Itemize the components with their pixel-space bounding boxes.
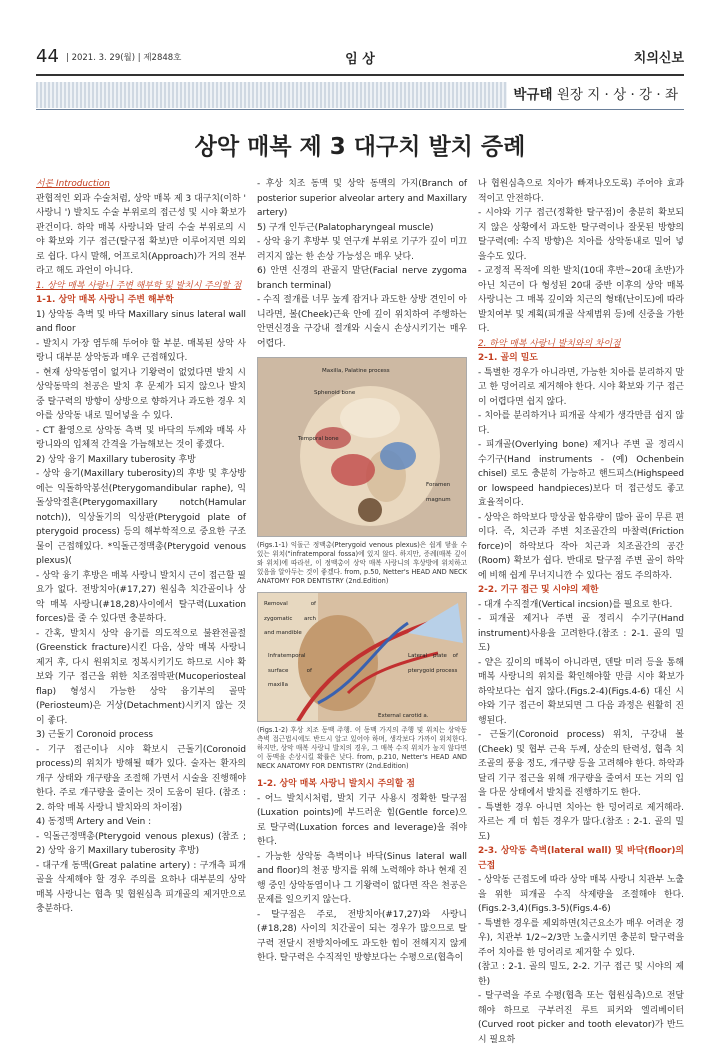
paragraph: - 특별한 경우가 아니라면, 가능한 치아를 분리하지 말고 한 덩어리로 제거해야 한다. 시야 확보와 기구 접근이 어렵다면 쉽지 않다. — [478, 367, 684, 407]
page-header — [36, 46, 684, 72]
paragraph: 나 협원심측으로 치아가 빠져나오도록) 주어야 효과적이고 안전하다. — [478, 179, 684, 204]
article-title: 상악 매복 제 3 대구치 발치 증례 — [194, 134, 526, 160]
figure-maxilla-artery — [257, 592, 467, 722]
paragraph: - 상악 융기 후방부 및 연구개 부위로 기구가 깊이 미끄러지지 않는 한 손상 가능성은 매우 낮다. — [257, 237, 467, 262]
figure1-label: Temporal bone — [298, 436, 339, 442]
figure1-label: Foramen magnum — [426, 482, 451, 503]
page-number: 44 — [36, 46, 59, 67]
paragraph: - 상악 융기(Maxillary tuberosity)의 후방 및 후상방에는 익돌하악봉선(Pterygomandibular raphe), 익돌상악절흔(Pterygomaxillary notch(Hamular notch)), 익상돌기의 익상판(Pterygoid plate of pterygoid process) 등의 해부학적으로 중요한 구조물이 근접해있다. *익돌근정맥총(Pterygoid venous plexus)( — [36, 469, 246, 566]
paragraph: - 탈구력을 주로 수평(협측 또는 협원심측)으로 전달해야 하므로 구부러진 루트 피커와 엘리베이터(Curved root picker and tooth elevator)가 반드시 필요하 — [478, 991, 684, 1045]
newspaper-name: 치의신보 — [633, 51, 684, 66]
author-role: 원장 — [556, 87, 583, 103]
paragraph: - 대개 수직절개(Vertical incsion)를 필요로 한다. — [478, 599, 673, 610]
paragraph: 4) 동정맥 Artery and Vein : — [36, 817, 152, 827]
paragraph: - 기구 접근이나 시야 확보시 근돌기(Coronoid process)의 위치가 방해될 때가 있다. 술자는 환자의 개구 상태와 개구량을 조절해 가면서 시술을 진행해야 한다. 주로 개구량을 줄이는 것이 도움이 된다. (참조 : 2. 하악 매복 사랑니 발치와의 차이점) — [36, 744, 246, 813]
figure2-label: Removal of zygomatic arch and mandible — [264, 601, 316, 636]
paragraph: - 시야와 기구 접근(정확한 탈구점)이 충분히 확보되지 않은 상황에서 과도한 탈구력이나 잘못된 방향의 탈구력(예: 수직 방향)은 치아를 상악동내로 밀어 넣을수도 있다. — [478, 208, 684, 262]
section-heading: 2-1. 골의 밀도 — [478, 353, 538, 363]
figure-skull-base — [257, 357, 467, 537]
figure2-label: Lateral plate of pterygoid process — [408, 653, 458, 674]
column-3 — [478, 177, 684, 1047]
column-2-bottom — [257, 777, 467, 966]
skull-base-illustration — [258, 358, 467, 536]
paragraph: - 교정적 목적에 의한 발치(10대 후반~20대 초반)가 아닌 치근이 다 형성된 20대 중반 이후의 상악 매복 사랑니는 그 매복 깊이와 치근의 형태(난이도)에 따라 발치여부 및 계획(피개골 삭제범위 등)에 신중을 가한다. — [478, 266, 684, 334]
figure1-label: Maxilla, Palatine process — [322, 368, 390, 374]
section-name: 임 상 — [345, 52, 375, 67]
paragraph: - 수직 절개를 너무 높게 잡거나 과도한 상방 견인이 아니라면, 볼(Cheek)근육 안에 깊이 위치하여 주행하는 안면신경을 구강내 절개와 시술시 손상시키기는 매우 어렵다. — [257, 295, 467, 349]
paragraph: - 후상 치조 동맥 및 상악 동맥의 가지(Branch of posterior superior alveolar artery and Maxillary artery) — [257, 179, 467, 218]
banner-rule — [36, 109, 684, 110]
section-heading: 2. 하악 매복 사랑니 발치와의 차이점 — [478, 338, 621, 349]
paragraph: - 치아를 분리하거나 피개골 삭제가 생각만큼 쉽지 않다. — [478, 411, 684, 436]
paragraph: 6) 안면 신경의 관골지 말단(Facial nerve zygoma branch terminal) — [257, 266, 467, 291]
paragraph: - 근돌기(Coronoid process) 위치, 구강내 볼(Cheek) 및 협부 근육 두께, 상순의 탄력성, 협측 치조골의 풍융 정도, 개구량 등을 고려해야 한다. 하악과 달리 기구 접근을 위해 개구량을 줄여서 또는 거의 입을 다문 상태에서 발치를 진행하기도 한다. — [478, 730, 684, 798]
issue-info: | 2021. 3. 29(월) | 제2848호 — [66, 53, 182, 63]
paragraph: 3) 근돌기 Coronoid process — [36, 730, 154, 740]
paragraph: - 탈구점은 주로, 전방치아(#17,27)와 사랑니(#18,28) 사이의 치간골이 되는 경우가 많으므로 탈구력 전달시 전방치아에도 과도한 힘이 전해지지 않게 한다. 탈구력은 수직적인 방향보다는 수평으로(협측이 — [257, 909, 467, 963]
section-heading: 2-2. 기구 접근 및 시야의 제한 — [478, 585, 599, 595]
paragraph: - 현재 상악동염이 없거나 기왕력이 없었다면 발치 시 상악동막의 천공은 발치 후 문제가 되지 않으나 발치 중 탈구력의 방향이 상방으로 향하거나 과도한 경우 치아를 상악동 내로 밀어넣을 수 있다. — [36, 367, 246, 421]
paragraph: - 특별한 경우 아니면 치아는 한 덩어리로 제거해라. 자르는 게 더 힘든 경우가 많다.(참조 : 2-1. 골의 밀도) — [478, 802, 684, 842]
paragraph: - 발치시 가장 염두해 두어야 할 부분. 매복된 상악 사랑니 대부분 상악동과 매우 근접해있다. — [36, 338, 246, 363]
section-heading: 1-2. 상악 매복 사랑니 발치시 주의할 점 — [257, 779, 415, 789]
column-label — [507, 82, 684, 108]
paragraph: - 얕은 깊이의 매복이 아니라면, 덴탈 미러 등을 통해 매복 사랑니의 위치를 확인해야할 만큼 시야 확보가 하악보다는 쉽지 않다.(Figs.2-4)(Figs.4-6) 대신 시야와 기구 접근이 확보되면 그 다음 과정은 원활히 진행된다. — [478, 657, 684, 726]
column-2 — [257, 177, 467, 966]
figure2-label: External carotid a. — [378, 713, 429, 719]
paragraph: - 가능한 상악동 측벽이나 바닥(Sinus lateral wall and floor)의 천공 방지를 위해 노력해야 하나 현재 진행 중인 상악동염이나 그 기왕력이 없다면 작은 천공은 문제를 일으키지 않는다. — [257, 851, 467, 905]
paragraph: (참고 : 2-1. 골의 밀도, 2-2. 기구 접근 및 시야의 제한) — [478, 962, 684, 987]
column-banner — [36, 82, 684, 108]
figure2-label: Infratemporal surface of maxilla — [268, 653, 312, 688]
figure2-caption: (Figs.1-2) 후상 치조 동맥 주행. 이 동맥 가지의 주행 및 위치는 상악동 측벽 접근법시에도 반드시 알고 있어야 하며, 생각보다 가까이 위치한다. 하지만, 상악 매복 사랑니 발치의 경우, 그 매복 수직 위치가 높지 않다면 이 동맥을 손상시킬 확률은 낮다. from, p.210, Netter's HEAD AND NECK ANATOMY FOR DENTISTRY (2nd.Edition) — [257, 726, 467, 770]
paragraph: - 피개골 제거나 주변 골 정리시 수기구(Hand instrument)사용을 고려한다.(참조 : 2-1. 골의 밀도) — [478, 614, 684, 653]
column-2-top — [257, 177, 467, 351]
column-1 — [36, 177, 246, 917]
paragraph: - 피개골(Overlying bone) 제거나 주변 골 정리시 수기구(Hand instruments - (예) Ochenbein chisel) 로도 충분히 가능하고 핸드피스(Highspeed or lowspeed handpieces)보다 더 접근성도 좋고 효율적이다. — [478, 440, 684, 508]
section-heading: 서론 Introduction — [36, 179, 110, 189]
paragraph: - 간혹, 발치시 상악 융기를 의도적으로 불완전골절(Greenstick fracture)시킨 다음, 상악 매복 사랑니 제거 후, 다시 원위치로 정복시키기도 하므로 시야 확보와 기구 접근을 위한 치조점막판(Mucoperiosteal flap) 형성시 가능한 상악 융기부의 골막(Periosteum)은 거상(Detachment)시키지 않는 것이 좋다. — [36, 628, 246, 726]
paragraph: - 상악은 하악보다 망상골 함유량이 많아 골이 무른 편이다. 즉, 치근과 주변 치조골간의 마찰력(Friction force)이 하악보다 작아 치근과 치조골간의 공간(Room) 확보가 쉽다. 반대로 탈구점 주변 골이 하악에 비해 쉽게 무너지니깐 수 있다는 점도 주의하자. — [478, 512, 684, 581]
paragraph: - 특별한 경우를 제외하면(치근요소가 매우 어려운 경우), 치관부 1/2~2/3만 노출시키면 충분히 탈구력을 주어 치아를 한 덩어리로 제거할 수 있다. — [478, 918, 684, 958]
paragraph: - 상악동 근접도에 따라 상악 매복 사랑니 치관부 노출을 위한 피개골 수직 삭제량을 조절해야 한다.(Figs.2-3,4)(Figs.3-5)(Figs.4-6) — [478, 875, 684, 914]
paragraph: - CT 촬영으로 상악동 측벽 및 바닥의 두께와 매복 사랑니와의 입체적 간격을 가늠해보는 것이 좋겠다. — [36, 425, 246, 450]
figure1-caption: (Figs.1-1) 익돌근 정맥총(Pterygoid venous plexus)은 쉽게 닿을 수 있는 위치("infratemporal fossa)에 있지 않다. 하지만, 증례(매복 깊이와 위치)에 따라선, 이 정맥총이 상악 매복 사랑니의 후상방에 위치하고 있음을 알아두는 것이 좋겠다. from, p.50, Netter's HEAD AND NECK ANATOMY FOR DENTISTRY (2nd.Edition) — [257, 541, 467, 585]
author-name: 박규태 — [513, 87, 553, 103]
paragraph: 관협적인 외과 수술처럼, 상악 매복 제 3 대구치(이하 ' 사랑니 ') 발치도 수술 부위로의 접근성 및 시야 확보가 관건이다. 하악 매복 사랑니와 달리 수술 부위로의 시야 확보와 기구 접근(탈구점 확보)만 이루어지면 의외로 쉽다. 다시 말해, 어프로치(Approach)가 거의 전부라고 해도 과언이 아니다. — [36, 193, 246, 276]
paragraph: 5) 구개 인두근(Palatopharyngeal muscle) — [257, 222, 434, 233]
section-heading: 1-1. 상악 매복 사랑니 주변 해부학 — [36, 295, 174, 305]
paragraph: 1) 상악동 측벽 및 바닥 Maxillary sinus lateral wall and floor — [36, 309, 246, 334]
paragraph: - 대구개 동맥(Great palatine artery) : 구개측 피개골을 삭제해야 할 경우 주의를 요하나 대부분의 상악 매복 사랑니는 협측 및 협원심측 피개골의 제거만으로 충분하다. — [36, 860, 246, 914]
paragraph: - 어느 발치시처럼, 발치 기구 사용시 정확한 탈구점(Luxation points)에 부드러운 힘(Gentle force)으로 탈구력(Luxation forces and leverage)을 줘야 한다. — [257, 793, 467, 847]
paragraph: - 익돌근정맥총(Pterygoid venous plexus) (참조 ; 2) 상악 융기 Maxillary tuberosity 후방) — [36, 831, 246, 856]
section-heading: 2-3. 상악동 측벽(lateral wall) 및 바닥(floor)의 근접 — [478, 846, 684, 871]
paragraph: - 상악 융기 후방은 매복 사랑니 발치시 근이 접근할 필요가 없다. 전방치아(#17,27) 원심측 치간골이나 상악 매복 사랑니(#18,28)사이에서 탈구력(Luxation forces)를 줄 수 있다면 충분하다. — [36, 570, 246, 624]
series-name: 지 · 상 · 강 · 좌 — [587, 87, 678, 103]
paragraph: 2) 상악 융기 Maxillary tuberosity 후방 — [36, 454, 196, 465]
figure1-label: Sphenoid bone — [314, 390, 356, 396]
header-rule — [36, 74, 684, 76]
section-heading: 1. 상악 매복 사랑니 주변 해부학 및 발치시 주의할 점 — [36, 280, 242, 291]
